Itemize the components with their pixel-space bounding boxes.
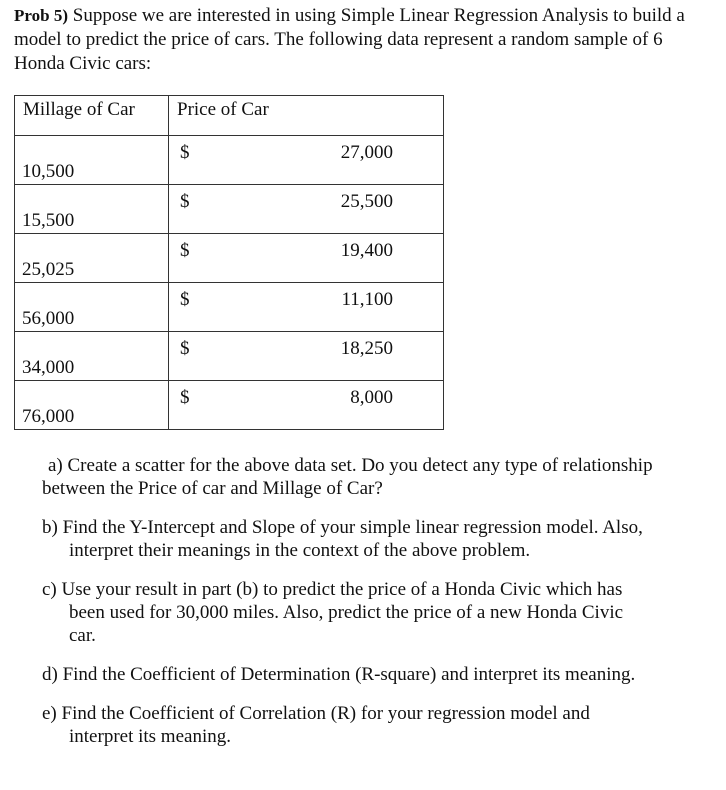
currency-symbol: $	[180, 289, 190, 310]
table-row	[15, 283, 444, 332]
currency-symbol: $	[180, 191, 190, 212]
table-row	[15, 381, 444, 430]
table-header-row	[15, 96, 444, 136]
table-row	[15, 234, 444, 283]
question-a: a) Create a scatter for the above data set. Do you detect any type of relationship between the Price of car and Millage of Car?	[42, 455, 653, 499]
table-row	[15, 136, 444, 185]
question-list	[42, 454, 722, 764]
currency-symbol: $	[180, 338, 190, 359]
table-row	[15, 332, 444, 381]
header-mileage: Millage of Car	[15, 96, 169, 136]
question-d: d) Find the Coefficient of Determination (R-square) and interpret its meaning.	[42, 664, 636, 685]
price-cell: 18,250	[340, 338, 393, 359]
price-cell: 8,000	[350, 387, 393, 408]
mileage-cell: 25,025	[22, 259, 75, 280]
price-cell: 19,400	[340, 240, 393, 261]
question-c: c) Use your result in part (b) to predict the price of a Honda Civic which has been used for 30,000 miles. Also, predict the price of a new Honda Civic car.	[42, 579, 624, 646]
question-e: e) Find the Coefficient of Correlation (R) for your regression model and interpret its meaning.	[42, 703, 590, 747]
currency-symbol: $	[180, 240, 190, 261]
problem-intro-text: Suppose we are interested in using Simple Linear Regression Analysis to build a model to predict the price of cars. The following data represent a random sample of 6 Honda Civic cars:	[14, 5, 685, 74]
currency-symbol: $	[180, 387, 190, 408]
problem-label: Prob 5)	[14, 6, 68, 25]
price-cell: 25,500	[340, 191, 393, 212]
mileage-cell: 34,000	[22, 357, 75, 378]
currency-symbol: $	[180, 142, 190, 163]
mileage-cell: 56,000	[22, 308, 75, 329]
price-cell: 11,100	[341, 289, 393, 310]
question-b: b) Find the Y-Intercept and Slope of your simple linear regression model. Also, interpret their meanings in the context of the above problem.	[42, 517, 643, 561]
header-price: Price of Car	[169, 96, 444, 136]
mileage-cell: 10,500	[22, 161, 75, 182]
mileage-cell: 15,500	[22, 210, 75, 231]
problem-intro	[14, 4, 714, 76]
mileage-cell: 76,000	[22, 406, 75, 427]
price-cell: 27,000	[340, 142, 393, 163]
table-row	[15, 185, 444, 234]
data-table	[14, 95, 444, 430]
